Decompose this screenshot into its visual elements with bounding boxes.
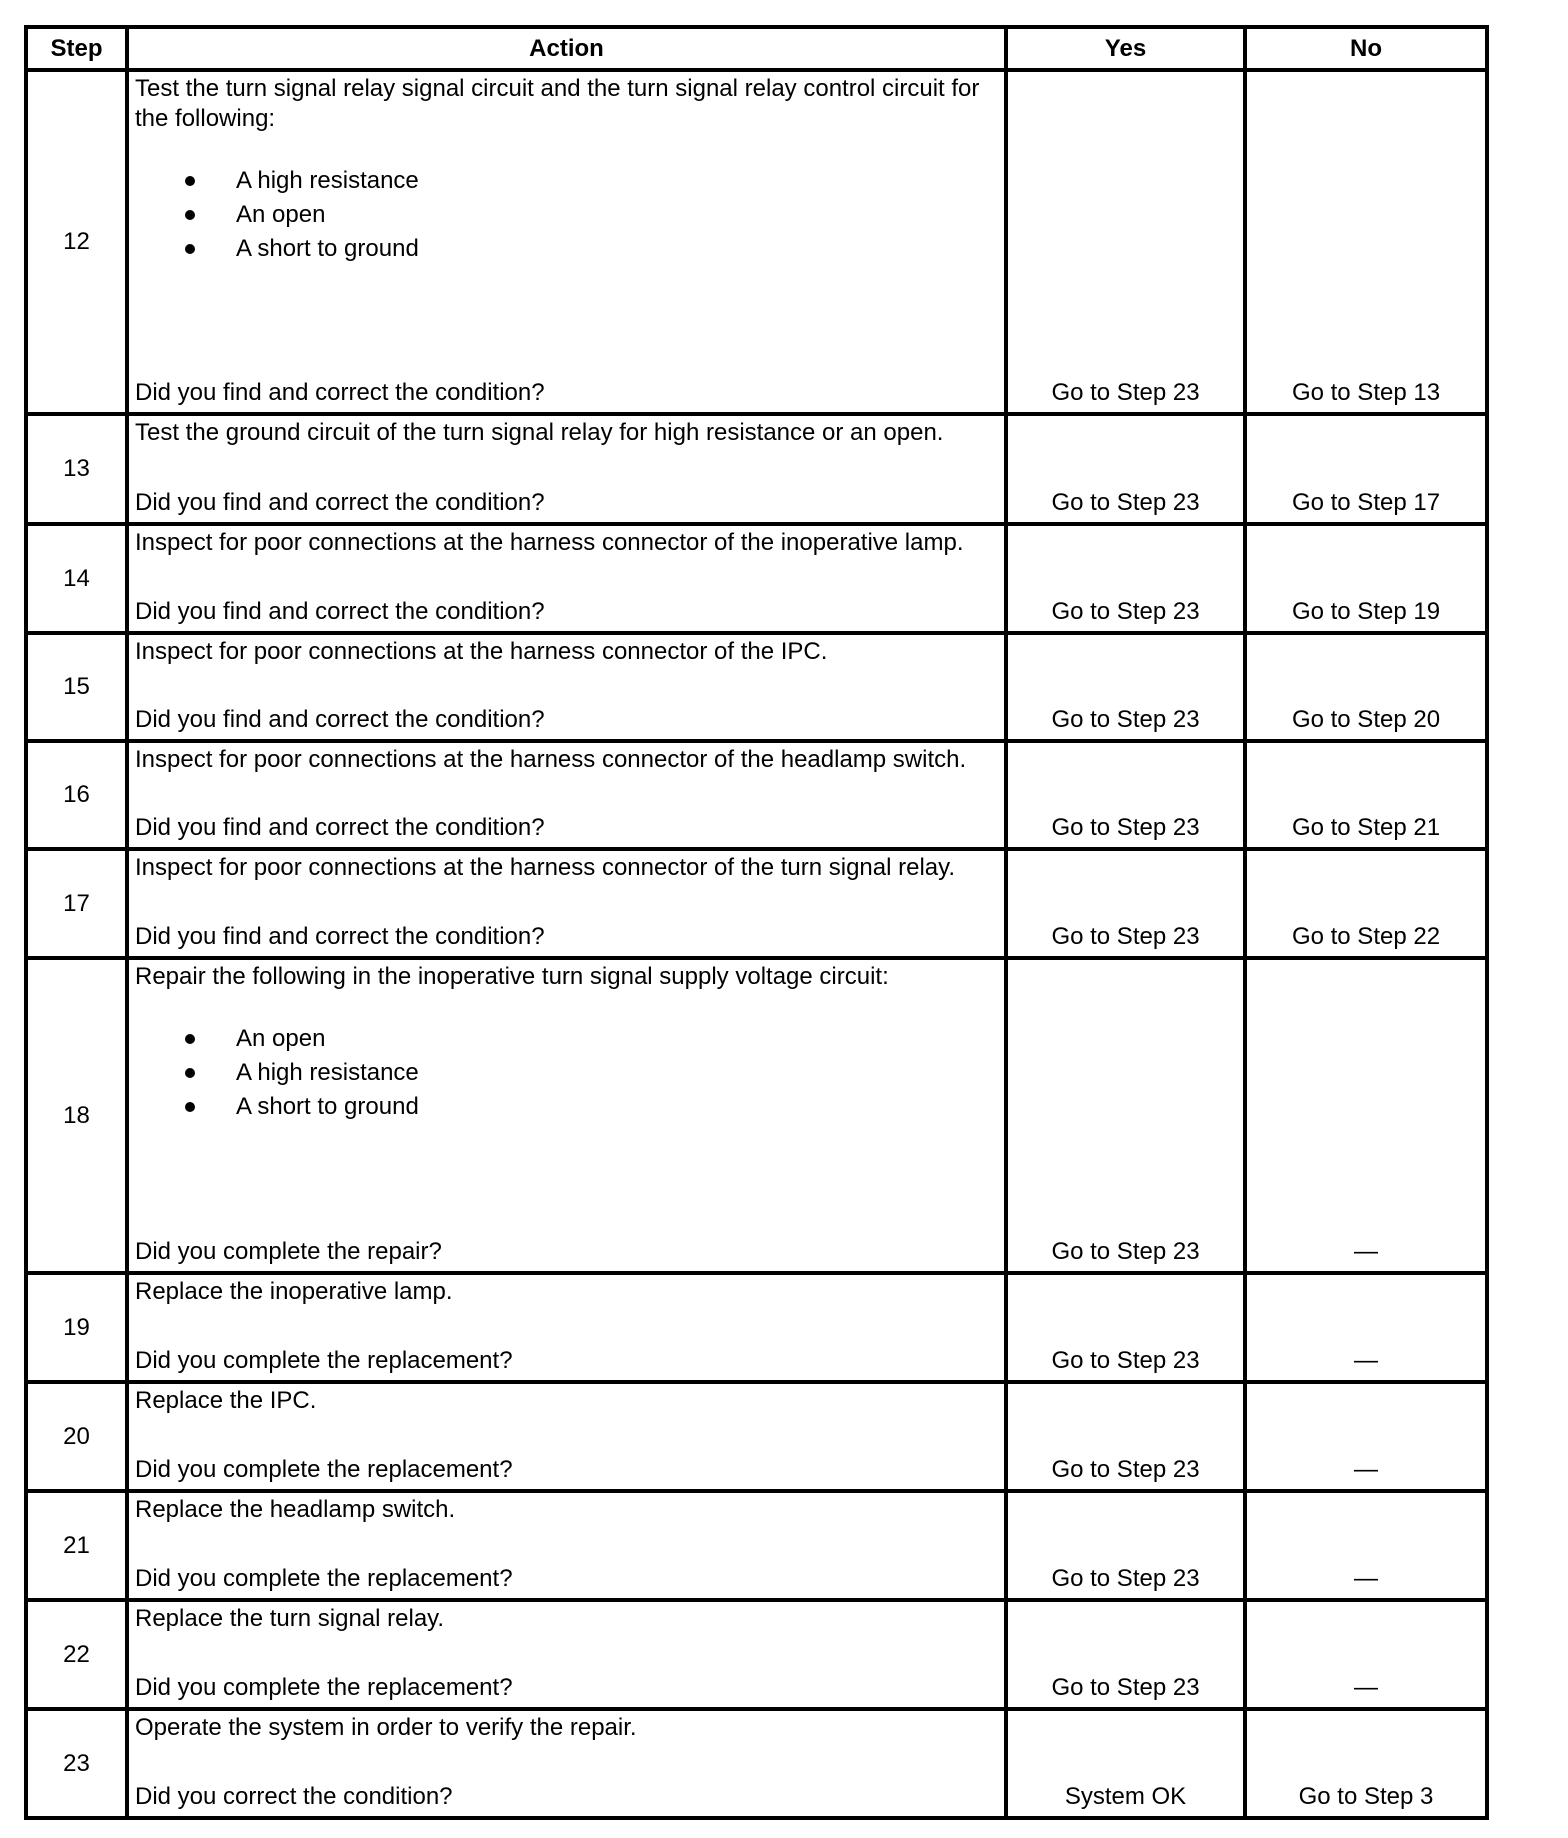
list-item: An open [135,198,1000,232]
table-row [26,1709,1487,1818]
list-item: A short to ground [135,1090,1000,1124]
yes-cell [1006,1273,1245,1382]
no-result: Go to Step 3 [1298,1783,1434,1810]
table-header-row [26,27,1487,70]
no-result: Go to Step 21 [1291,814,1441,841]
no-cell [1245,1382,1487,1491]
diagnostic-steps-table [24,25,1489,1820]
step-number: 18 [26,958,127,1273]
action-cell [127,741,1006,849]
yes-cell [1006,849,1245,958]
no-result: Go to Step 20 [1291,706,1441,733]
action-cell [127,958,1006,1273]
question-text: Did you complete the repair? [135,1238,442,1265]
yes-cell [1006,70,1245,414]
list-item: A high resistance [135,164,1000,198]
list-item: An open [135,1022,1000,1056]
question-text: Did you correct the condition? [135,1783,453,1810]
condition-list [135,1022,1000,1124]
yes-cell [1006,1382,1245,1491]
action-text: Inspect for poor connections at the harness connector of the inoperative lamp. [135,529,964,556]
table-row [26,414,1487,524]
question-text: Did you find and correct the condition? [135,489,545,516]
question-text: Did you find and correct the condition? [135,379,545,406]
step-number: 15 [26,633,127,741]
action-text: Operate the system in order to verify the repair. [135,1714,637,1741]
action-cell [127,524,1006,633]
table-row [26,524,1487,633]
yes-result: Go to Step 23 [1051,1238,1200,1265]
step-number: 23 [26,1709,127,1818]
yes-result: Go to Step 23 [1051,814,1200,841]
action-cell [127,1709,1006,1818]
table-row [26,1491,1487,1600]
yes-cell [1006,1600,1245,1709]
no-result: Go to Step 17 [1291,489,1441,516]
no-result: — [1354,1347,1378,1374]
yes-result: Go to Step 23 [1051,598,1200,625]
step-number: 19 [26,1273,127,1382]
yes-cell [1006,958,1245,1273]
yes-result: Go to Step 23 [1051,1456,1200,1483]
action-text: Test the ground circuit of the turn signal relay for high resistance or an open. [135,419,944,446]
yes-result: Go to Step 23 [1051,489,1200,516]
yes-result: Go to Step 23 [1051,706,1200,733]
bullet-icon [185,210,195,220]
header-yes: Yes [1006,27,1245,70]
table-row [26,958,1487,1273]
bullet-icon [185,1102,195,1112]
header-step: Step [26,27,127,70]
action-text: Inspect for poor connections at the harness connector of the turn signal relay. [135,854,956,881]
no-cell [1245,1709,1487,1818]
yes-cell [1006,524,1245,633]
list-item: A high resistance [135,1056,1000,1090]
action-text: Replace the turn signal relay. [135,1605,445,1632]
action-cell [127,633,1006,741]
no-result: — [1354,1674,1378,1701]
action-cell [127,1273,1006,1382]
step-number: 13 [26,414,127,524]
table-row [26,70,1487,414]
step-number: 14 [26,524,127,633]
yes-cell [1006,633,1245,741]
question-text: Did you complete the replacement? [135,1347,513,1374]
no-cell [1245,1600,1487,1709]
action-cell [127,849,1006,958]
no-result: Go to Step 13 [1291,379,1441,406]
yes-result: System OK [1064,1783,1187,1810]
action-text: Replace the IPC. [135,1387,317,1414]
question-text: Did you find and correct the condition? [135,814,545,841]
condition-list [135,164,1000,266]
step-number: 16 [26,741,127,849]
no-result: — [1354,1565,1378,1592]
no-cell [1245,849,1487,958]
table-row [26,1600,1487,1709]
yes-result: Go to Step 23 [1051,379,1200,406]
no-result: Go to Step 19 [1291,598,1441,625]
action-text: Repair the following in the inoperative turn signal supply voltage circuit: [135,963,889,990]
question-text: Did you find and correct the condition? [135,598,545,625]
action-text: Test the turn signal relay signal circuit and the turn signal relay control circuit for the following: [135,75,980,132]
no-cell [1245,524,1487,633]
question-text: Did you complete the replacement? [135,1565,513,1592]
action-cell [127,1491,1006,1600]
yes-cell [1006,414,1245,524]
action-cell [127,414,1006,524]
yes-result: Go to Step 23 [1051,923,1200,950]
step-number: 17 [26,849,127,958]
question-text: Did you complete the replacement? [135,1674,513,1701]
no-cell [1245,1491,1487,1600]
no-cell [1245,70,1487,414]
no-result: — [1354,1456,1378,1483]
table-row [26,849,1487,958]
yes-cell [1006,1491,1245,1600]
action-text: Replace the inoperative lamp. [135,1278,453,1305]
step-number: 21 [26,1491,127,1600]
action-text: Replace the headlamp switch. [135,1496,456,1523]
no-cell [1245,414,1487,524]
action-cell [127,70,1006,414]
no-result: Go to Step 22 [1291,923,1441,950]
action-cell [127,1382,1006,1491]
yes-result: Go to Step 23 [1051,1674,1200,1701]
no-cell [1245,741,1487,849]
no-cell [1245,1273,1487,1382]
yes-cell [1006,1709,1245,1818]
bullet-icon [185,1068,195,1078]
question-text: Did you find and correct the condition? [135,706,545,733]
no-result: — [1354,1238,1378,1265]
bullet-icon [185,1034,195,1044]
no-cell [1245,633,1487,741]
bullet-icon [185,176,195,186]
step-number: 12 [26,70,127,414]
table-row [26,633,1487,741]
action-text: Inspect for poor connections at the harness connector of the headlamp switch. [135,746,967,773]
question-text: Did you find and correct the condition? [135,923,545,950]
no-cell [1245,958,1487,1273]
bullet-icon [185,244,195,254]
action-cell [127,1600,1006,1709]
action-text: Inspect for poor connections at the harness connector of the IPC. [135,638,828,665]
header-action: Action [127,27,1006,70]
table-row [26,1382,1487,1491]
header-no: No [1245,27,1487,70]
step-number: 20 [26,1382,127,1491]
yes-result: Go to Step 23 [1051,1565,1200,1592]
question-text: Did you complete the replacement? [135,1456,513,1483]
yes-result: Go to Step 23 [1051,1347,1200,1374]
yes-cell [1006,741,1245,849]
table-row [26,1273,1487,1382]
list-item: A short to ground [135,232,1000,266]
step-number: 22 [26,1600,127,1709]
table-row [26,741,1487,849]
